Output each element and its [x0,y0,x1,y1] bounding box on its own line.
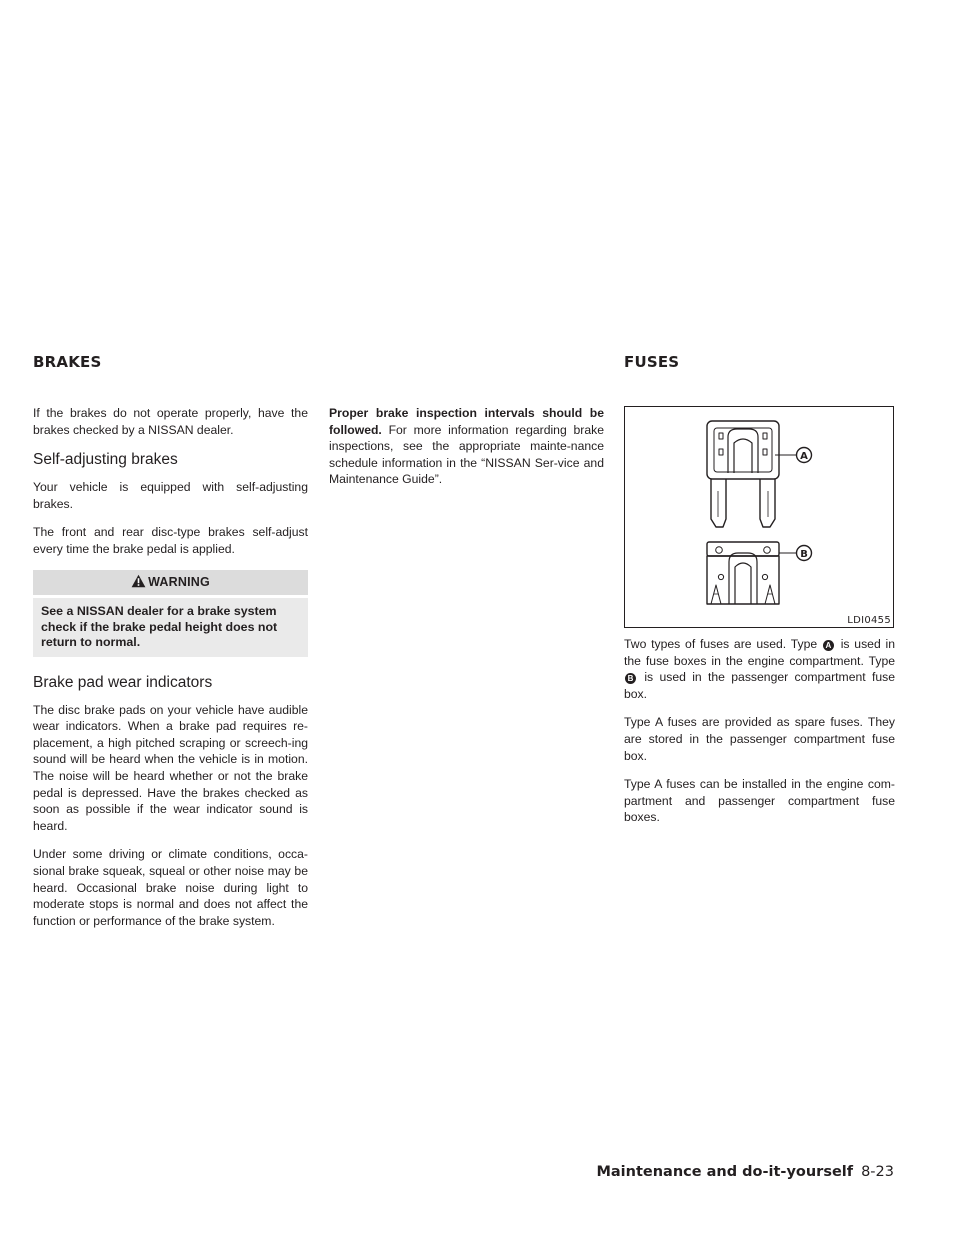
warning-box [33,570,308,657]
type-a-circle-icon: A [823,640,834,651]
brakes-intro: If the brakes do not operate properly, have the brakes checked by a NISSAN dealer. [33,406,308,437]
fuse-installation-paragraph: Type A fuses can be installed in the engine com-partment and passenger compartment fuse boxes. [624,777,895,825]
warning-triangle-icon [131,574,146,588]
callout-label-a: A [800,451,808,462]
inspection-text: For more information regarding brake inspections, see the appropriate mainte-nance schedule information in the “NISSAN Ser-vice and Maintenance Guide”. [329,422,604,487]
self-adjusting-paragraph-1: Your vehicle is equipped with self-adjusting brakes. [33,480,308,511]
warning-title: WARNING [148,574,210,589]
section-heading-fuses: FUSES [624,353,680,371]
fuse-types-text-1: Two types of fuses are used. Type [624,637,822,651]
inspection-paragraph [329,405,604,488]
footer-page-number: 8-23 [861,1164,894,1180]
subheading-self-adjusting-brakes: Self-adjusting brakes [33,451,178,469]
fuse-types-text-3: is used in the passenger compartment fuse box. [624,670,895,701]
pad-wear-paragraph-1: The disc brake pads on your vehicle have audible wear indicators. When a brake pad requires re-placement, a high pitched scraping or screech-ing sound will be heard when the vehicle is in motion. The noise will be heard whether or not the brake pedal is depressed. Have the brakes checked as soon as possible if the wear indicator sound is heard. [33,702,308,833]
fuse-types-paragraph [624,636,895,702]
self-adjusting-paragraph-2: The front and rear disc-type brakes self-adjust every time the brake pedal is applied. [33,525,308,556]
brakes-column-left [33,405,308,941]
fuses-column [624,636,895,838]
fuse-illustration [624,406,894,628]
page-footer [596,1164,894,1180]
section-heading-brakes: BRAKES [33,353,102,371]
type-b-circle-icon: B [625,673,636,684]
subheading-brake-pad-wear-indicators: Brake pad wear indicators [33,673,213,691]
warning-text: See a NISSAN dealer for a brake system check if the brake pedal height does not return to normal. [33,598,308,657]
figure-code: LDI0455 [847,615,891,626]
brakes-column-right [329,405,604,500]
fuse-types-text-2: is used in the fuse boxes in the engine compartment. Type [624,637,896,668]
warning-header [33,570,308,596]
inspection-bold-text: Proper brake inspection intervals should be followed. [329,406,604,437]
fuse-drawing [625,407,893,627]
pad-wear-paragraph-2: Under some driving or climate conditions, occa-sional brake squeak, squeal or other noise may be heard. Occasional brake noise during light to moderate stops is normal and does not affect the function or performance of the brake system. [33,847,308,928]
spare-fuses-paragraph: Type A fuses are provided as spare fuses. They are stored in the passenger compartment fuse box. [624,715,895,763]
footer-chapter: Maintenance and do-it-yourself [596,1164,854,1180]
callout-label-b: B [800,549,808,560]
